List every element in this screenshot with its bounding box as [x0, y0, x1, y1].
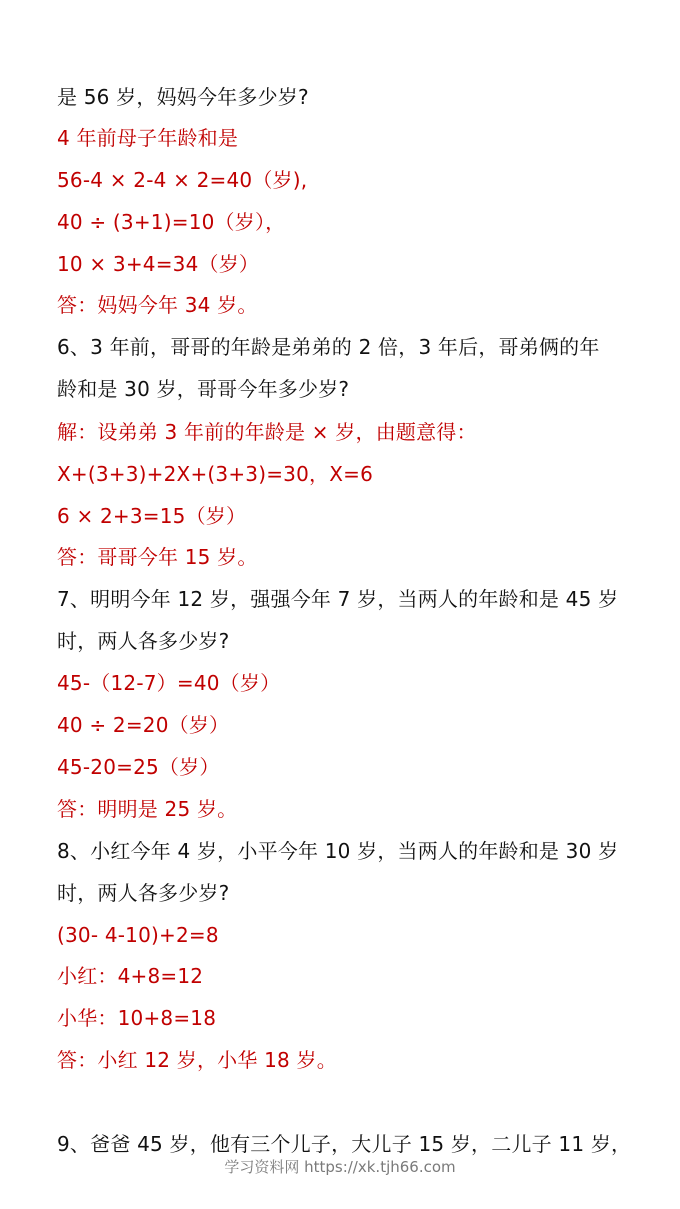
- answer-text-line: (30- 4-10)+2=8: [57, 923, 219, 947]
- answer-text-line: 40 ÷ (3+1)=10（岁），: [57, 210, 286, 234]
- question-7-line: 时，两人各多少岁?: [57, 629, 230, 653]
- answer-text-line: 45-（12-7）=40（岁）: [57, 671, 281, 695]
- answer-text-line: 10 × 3+4=34（岁）: [57, 252, 260, 276]
- question-text-line: 是 56 岁，妈妈今年多少岁?: [57, 85, 309, 109]
- question-7-line: 7、明明今年 12 岁，强强今年 7 岁，当两人的年龄和是 45 岁: [57, 587, 619, 611]
- question-6-line: 龄和是 30 岁，哥哥今年多少岁?: [57, 377, 350, 401]
- answer-text-line: 小华：10+8=18: [57, 1006, 217, 1030]
- answer-conclusion-line: 答：妈妈今年 34 岁。: [57, 293, 258, 317]
- answer-text-line: 4 年前母子年龄和是: [57, 126, 239, 150]
- answer-text-line: 小红：4+8=12: [57, 964, 204, 988]
- answer-text-line: 40 ÷ 2=20（岁）: [57, 713, 230, 737]
- answer-conclusion-line: 答：明明是 25 岁。: [57, 797, 238, 821]
- answer-text-line: X+(3+3)+2X+(3+3)=30，X=6: [57, 462, 374, 486]
- answer-text-line: 45-20=25（岁）: [57, 755, 220, 779]
- answer-conclusion-line: 答：小红 12 岁，小华 18 岁。: [57, 1048, 337, 1072]
- question-8-line: 时，两人各多少岁?: [57, 881, 230, 905]
- question-9-line: 9、爸爸 45 岁，他有三个儿子，大儿子 15 岁，二儿子 11 岁，: [57, 1132, 632, 1156]
- answer-conclusion-line: 答：哥哥今年 15 岁。: [57, 545, 258, 569]
- question-6-line: 6、3 年前，哥哥的年龄是弟弟的 2 倍，3 年后，哥弟俩的年: [57, 335, 600, 359]
- answer-text-line: 6 × 2+3=15（岁）: [57, 504, 247, 528]
- answer-text-line: 解：设弟弟 3 年前的年龄是 × 岁，由题意得：: [57, 420, 477, 444]
- question-8-line: 8、小红今年 4 岁，小平今年 10 岁，当两人的年龄和是 30 岁: [57, 839, 619, 863]
- answer-text-line: 56-4 × 2-4 × 2=40（岁),: [57, 168, 308, 192]
- footer-watermark-link[interactable]: 学习资料网 https://xk.tjh66.com: [224, 1158, 456, 1176]
